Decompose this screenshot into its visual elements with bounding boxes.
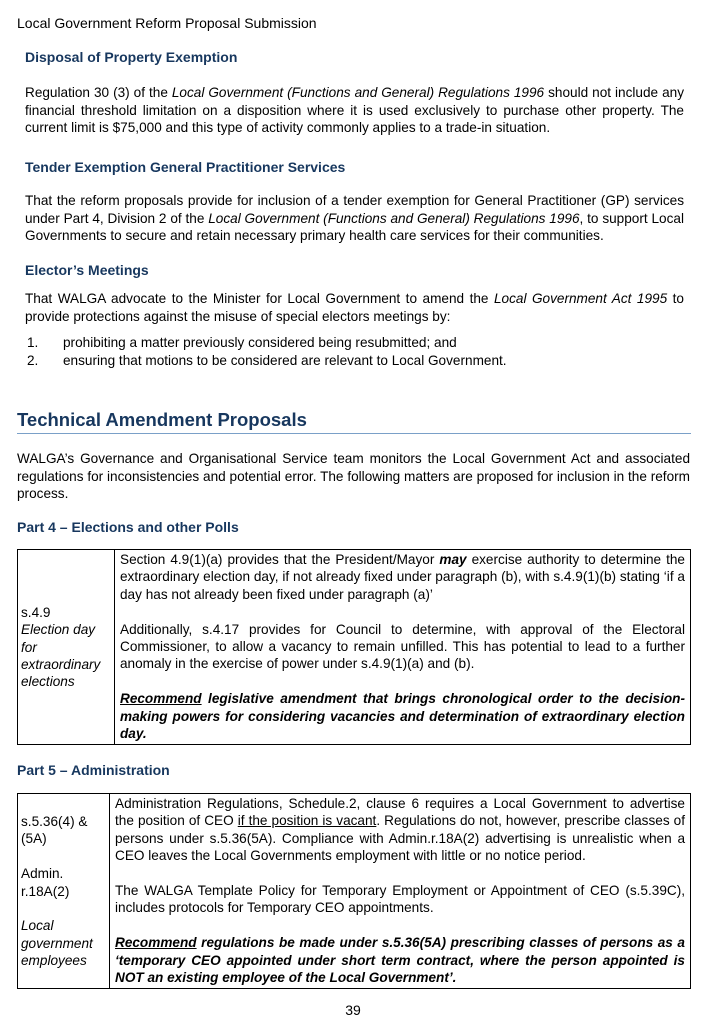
running-header: Local Government Reform Proposal Submission (17, 15, 317, 31)
technical-heading: Technical Amendment Proposals (17, 409, 307, 430)
disposal-heading: Disposal of Property Exemption (25, 49, 238, 65)
part5-para2: The WALGA Template Policy for Temporary Employment or Appointment of CEO (s.5.39C), includes protocols for Temporary CEO appointments. (115, 883, 685, 916)
page-number: 39 (345, 1002, 361, 1018)
technical-intro: WALGA’s Governance and Organisational Service team monitors the Local Government Act and associated regulations for inconsistencies and potential error. The following matters are proposed for inclusion in the reform process. (17, 451, 690, 502)
part5-heading: Part 5 – Administration (17, 762, 170, 778)
part4-ref: s.4.9 (21, 604, 51, 620)
part4-table (17, 549, 691, 745)
disposal-paragraph: Regulation 30 (3) of the Local Government (Functions and General) Regulations 1996 should not include any financial threshold limitation on a disposition where it is used exclusively to purchase other property. The current limit is $75,000 and this type of activity commonly applies to a trade-in situation. (25, 85, 684, 136)
part5-para1: Administration Regulations, Schedule.2, clause 6 requires a Local Government to advertise the position of CEO if the position is vacant. Regulations do not, however, prescribe classes of persons under s.5.36(5A). Compliance with Admin.r.18A(2) advertising is unrealistic when a CEO leaves the Local Governments employment with little or no notice period. (115, 796, 685, 864)
part4-recommendation: Recommend legislative amendment that brings chronological order to the decision-making powers for considering vacancies and determination of extraordinary election day. (120, 691, 685, 742)
part4-heading: Part 4 – Elections and other Polls (17, 519, 239, 535)
part4-label-cell (18, 550, 115, 745)
part5-ref2: Admin. r.18A(2) (21, 866, 70, 899)
part4-para1: Section 4.9(1)(a) provides that the President/Mayor may exercise authority to determine the extraordinary election day, if not already fixed under paragraph (b), with s.4.9(1)(b) stating ‘if a day has not already been fixed under paragraph (a)’ (120, 552, 685, 602)
part5-ref1: s.5.36(4) & (5A) (21, 813, 88, 847)
tender-heading: Tender Exemption General Practitioner Services (25, 159, 346, 175)
table-row (18, 794, 691, 989)
electors-list (27, 334, 507, 370)
tender-paragraph: That the reform proposals provide for inclusion of a tender exemption for General Practitioner (GP) services under Part 4, Division 2 of the Local Government (Functions and General) Regulations 1996, to support Local Governments to secure and retain necessary primary health care services for their communities. (25, 193, 684, 244)
part5-recommendation: Recommend regulations be made under s.5.36(5A) prescribing classes of persons as a ‘temporary CEO appointed under short term contract, where the person appointed is NOT an existing employee of the Local Government’. (115, 935, 685, 986)
heading-rule (17, 433, 691, 434)
part5-label-cell (18, 794, 110, 989)
part5-table (17, 793, 691, 989)
part4-para2: Additionally, s.4.17 provides for Council to determine, with approval of the Electoral Commissioner, to allow a vacancy to remain unfilled. This has potential to lead to a further anomaly in the exercise of power under s.4.9(1)(a) and (b). (120, 621, 685, 672)
part5-content-cell (110, 794, 691, 989)
table-row (18, 550, 691, 745)
electors-heading: Elector’s Meetings (25, 262, 149, 278)
list-item: 2. ensuring that motions to be considered are relevant to Local Government. (27, 353, 507, 368)
part4-title: Election day for extraordinary elections (21, 622, 101, 690)
list-item: 1. prohibiting a matter previously considered being resubmitted; and (27, 335, 457, 350)
part5-title: Local government employees (21, 918, 93, 969)
electors-paragraph: That WALGA advocate to the Minister for Local Government to amend the Local Government Act 1995 to provide protections against the misuse of special electors meetings by: (25, 291, 684, 324)
part4-content-cell (115, 550, 691, 745)
